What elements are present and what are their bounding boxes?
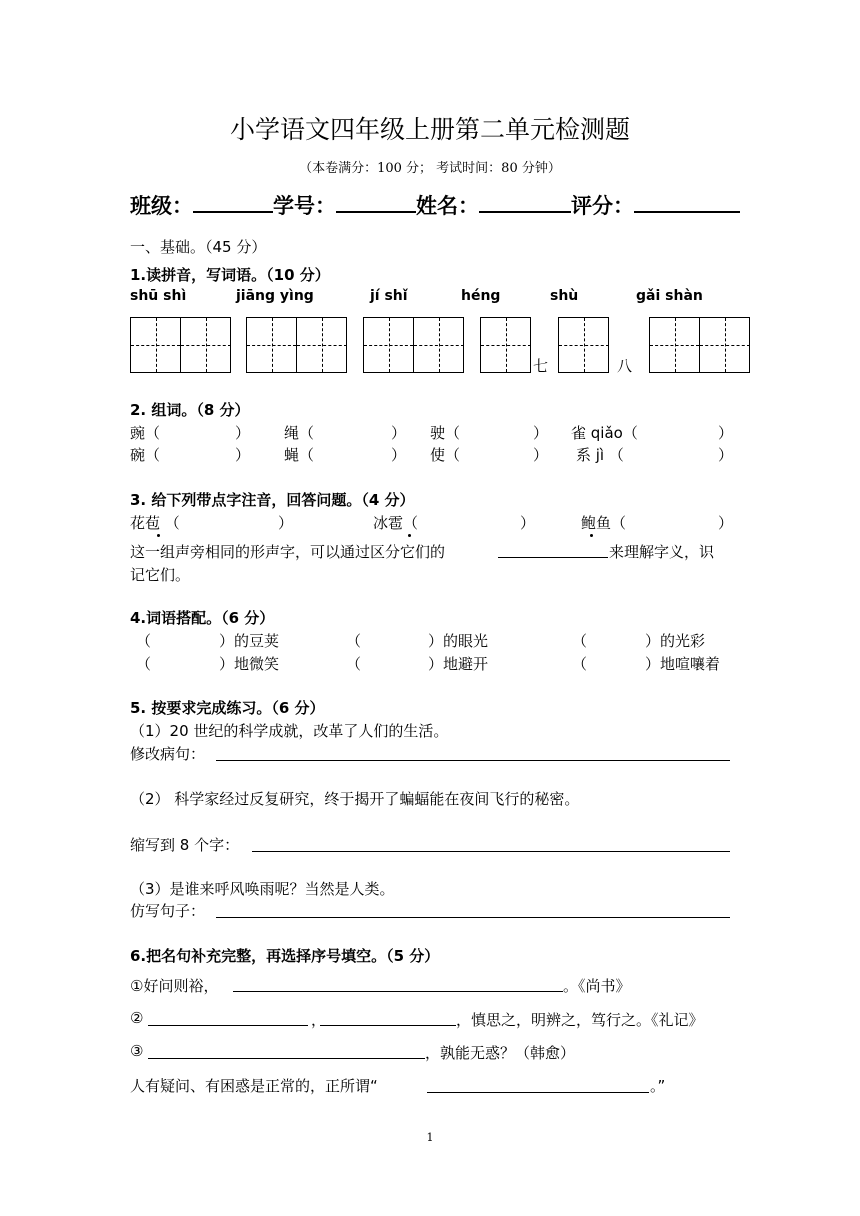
page-title: 小学语文四年级上册第二单元检测题 — [229, 115, 630, 144]
quote-1-end: 。《尚书》 — [563, 977, 631, 995]
answer-blank[interactable] — [498, 557, 608, 558]
sentence-3-label: 仿写句子： — [130, 902, 206, 920]
phrase: ）地喧嚷着 — [645, 655, 721, 673]
word-blank-close: ） — [391, 424, 407, 442]
quote-1-start: ①好问则裕， — [130, 977, 219, 995]
grid-suffix-1: 七 — [533, 357, 549, 375]
answer-line[interactable] — [252, 851, 730, 852]
pinyin-4: héng — [461, 288, 501, 304]
writing-grid-2[interactable] — [246, 317, 347, 373]
exam-info: （本卷满分：100 分； 考试时间：80 分钟） — [299, 161, 561, 176]
paren-open: （ — [346, 632, 362, 650]
pinyin-3: jí shǐ — [370, 288, 408, 304]
sentence-1-label: 修改病句： — [130, 745, 206, 763]
score-field[interactable] — [634, 193, 740, 213]
quote-4-end: 。” — [650, 1077, 666, 1095]
question-4-heading: 4.词语搭配。（6 分） — [130, 609, 275, 627]
phonetic-item: 冰雹（ — [373, 514, 419, 532]
paren-open: （ — [136, 632, 152, 650]
phrase: ）地微笑 — [219, 655, 280, 673]
answer-line[interactable] — [216, 917, 730, 918]
word-blank-close: ） — [235, 446, 251, 464]
name-field[interactable] — [479, 193, 571, 213]
sentence-1: （1）20 世纪的科学成就，改革了人们的生活。 — [130, 722, 449, 740]
phrase: ）的豆荚 — [219, 632, 280, 650]
phonetic-blank-close: ） — [278, 514, 294, 532]
class-field[interactable] — [193, 193, 273, 213]
word-blank-close: ） — [391, 446, 407, 464]
pinyin-1: shū shì — [130, 288, 187, 304]
phrase: ）地避开 — [428, 655, 489, 673]
writing-grid-4[interactable] — [480, 317, 531, 373]
question-6-heading: 6.把名句补充完整，再选择序号填空。（5 分） — [130, 947, 440, 965]
question-3-text-cont: 来理解字义，识 — [609, 543, 715, 561]
word-blank-close: ） — [718, 424, 734, 442]
answer-line[interactable] — [320, 1025, 456, 1026]
word-item: 碗（ — [130, 446, 161, 464]
question-1-heading: 1.读拼音，写词语。（10 分） — [130, 266, 330, 284]
word-item: 使（ — [430, 446, 461, 464]
word-item: 驶（ — [430, 424, 461, 442]
pinyin-5: shù — [550, 288, 579, 304]
writing-grid-6[interactable] — [649, 317, 750, 373]
section-heading: 一、基础。（45 分） — [130, 238, 267, 256]
word-item: 蝇（ — [284, 446, 315, 464]
id-label: 学号： — [273, 194, 336, 218]
id-field[interactable] — [336, 193, 416, 213]
question-3-text-end: 记它们。 — [130, 566, 191, 584]
sentence-3: （3）是谁来呼风唤雨呢？当然是人类。 — [130, 880, 395, 898]
question-3-text: 这一组声旁相同的形声字，可以通过区分它们的 — [130, 543, 446, 561]
name-label: 姓名： — [416, 194, 479, 218]
paren-open: （ — [572, 655, 588, 673]
writing-grid-5[interactable] — [558, 317, 609, 373]
score-label: 评分： — [571, 194, 634, 218]
answer-line[interactable] — [148, 1025, 308, 1026]
emphasis-dot — [157, 534, 160, 537]
question-2-heading: 2. 组词。（8 分） — [130, 401, 250, 419]
pinyin-2: jiāng yìng — [236, 288, 314, 304]
word-blank-close: ） — [235, 424, 251, 442]
word-blank-close: ） — [533, 424, 549, 442]
word-item: 系 jì （ — [576, 446, 624, 464]
emphasis-dot — [590, 534, 593, 537]
word-blank-close: ） — [718, 446, 734, 464]
phrase: ）的光彩 — [645, 632, 706, 650]
phonetic-item: 鲍鱼（ — [581, 514, 627, 532]
quote-3-start: ③ — [130, 1042, 144, 1060]
answer-line[interactable] — [233, 991, 563, 992]
page-number: 1 — [426, 1131, 434, 1144]
question-5-heading: 5. 按要求完成练习。（6 分） — [130, 699, 325, 717]
word-item: 绳（ — [284, 424, 315, 442]
question-3-heading: 3. 给下列带点字注音，回答问题。（4 分） — [130, 491, 415, 509]
quote-4-start: 人有疑问、有困惑是正常的，正所谓“ — [130, 1077, 378, 1095]
phonetic-item: 花苞 （ — [130, 514, 180, 532]
sentence-2-label: 缩写到 8 个字： — [130, 836, 240, 854]
word-item: 豌（ — [130, 424, 161, 442]
paren-open: （ — [572, 632, 588, 650]
phrase: ）的眼光 — [428, 632, 489, 650]
writing-grid-1[interactable] — [130, 317, 231, 373]
quote-2-end: ，慎思之，明辨之，笃行之。《礼记》 — [456, 1011, 704, 1029]
answer-line[interactable] — [148, 1058, 425, 1059]
quote-3-end: ，孰能无惑？（韩愈） — [425, 1044, 576, 1062]
word-item: 雀 qiǎo（ — [571, 424, 638, 442]
paren-open: （ — [136, 655, 152, 673]
writing-grid-3[interactable] — [363, 317, 464, 373]
emphasis-dot — [408, 534, 411, 537]
phonetic-blank-close: ） — [718, 514, 734, 532]
class-label: 班级： — [130, 194, 193, 218]
word-blank-close: ） — [533, 446, 549, 464]
grid-suffix-2: 八 — [617, 357, 633, 375]
paren-open: （ — [346, 655, 362, 673]
student-info-row — [130, 190, 740, 220]
quote-2-comma: ， — [311, 1011, 327, 1029]
sentence-2: （2） 科学家经过反复研究，终于揭开了蝙蝠能在夜间飞行的秘密。 — [130, 790, 580, 808]
pinyin-6: gǎi shàn — [636, 288, 703, 304]
quote-2-start: ② — [130, 1009, 144, 1027]
answer-line[interactable] — [427, 1092, 649, 1093]
answer-line[interactable] — [216, 760, 730, 761]
phonetic-blank-close: ） — [520, 514, 536, 532]
